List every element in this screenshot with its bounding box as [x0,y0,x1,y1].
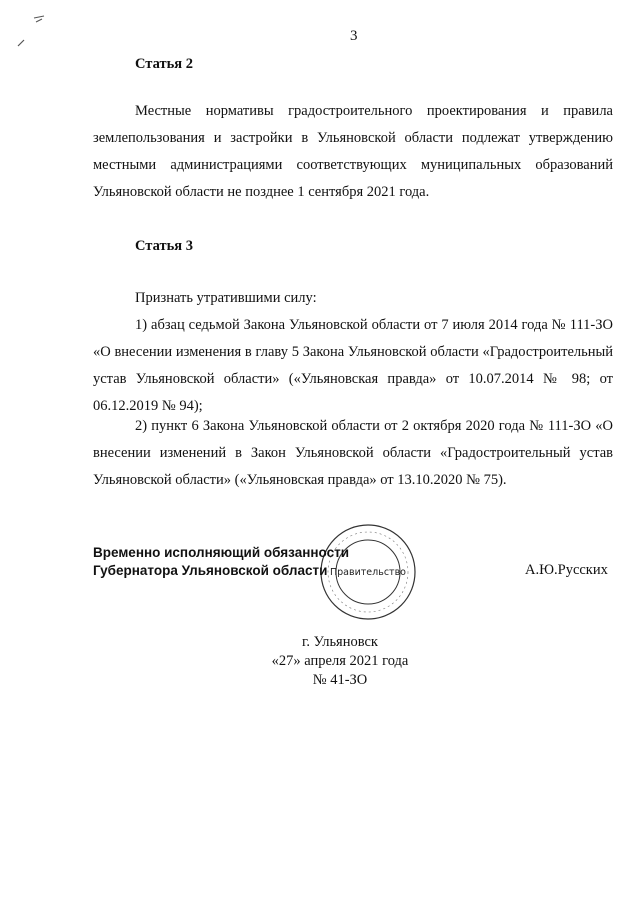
signer-title-line-2: Губернатора Ульяновской области [93,563,328,578]
article-3-item-1: 1) абзац седьмой Закона Ульяновской области от 7 июля 2014 года № 111-ЗО «О внесении изменения в главу 5 Закона Ульяновской области «Градостроительный устав Ульяновской области» («Ульяновская правда» от 10.07.2014 № 98; от 06.12.2019 № 94); [93,317,613,414]
article-3-intro: Признать утратившими силу: [135,290,317,306]
footer-city: г. Ульяновск [302,634,378,650]
footer-date: «27» апреля 2021 года [271,653,409,669]
article-3-item-2: 2) пункт 6 Закона Ульяновской области от 2 октября 2020 года № 111-ЗО «О внесении изменений в Закон Ульяновской области «Градостроительный устав Ульяновской области» («Ульяновская правда» от 13.10.2020 № 75). [93,418,613,488]
article-3-heading: Статья 3 [135,238,193,254]
signer-title-line-1: Временно исполняющий обязанности [93,545,349,560]
footer-number: № 41-ЗО [312,672,368,688]
seal-center-text: Правительство [330,567,406,578]
scan-mark-icon [8,12,48,52]
article-2-heading: Статья 2 [135,56,193,72]
signer-name: А.Ю.Русских [525,562,608,578]
article-2-text: Местные нормативы градостроительного проектирования и правила землепользования и застройки в Ульяновской области подлежат утверждению местными администрациями соответствующих муниципальных образований Ульяновской области не позднее 1 сентября 2021 года. [93,103,613,200]
signer-title [93,544,349,580]
page-number: 3 [350,28,358,44]
